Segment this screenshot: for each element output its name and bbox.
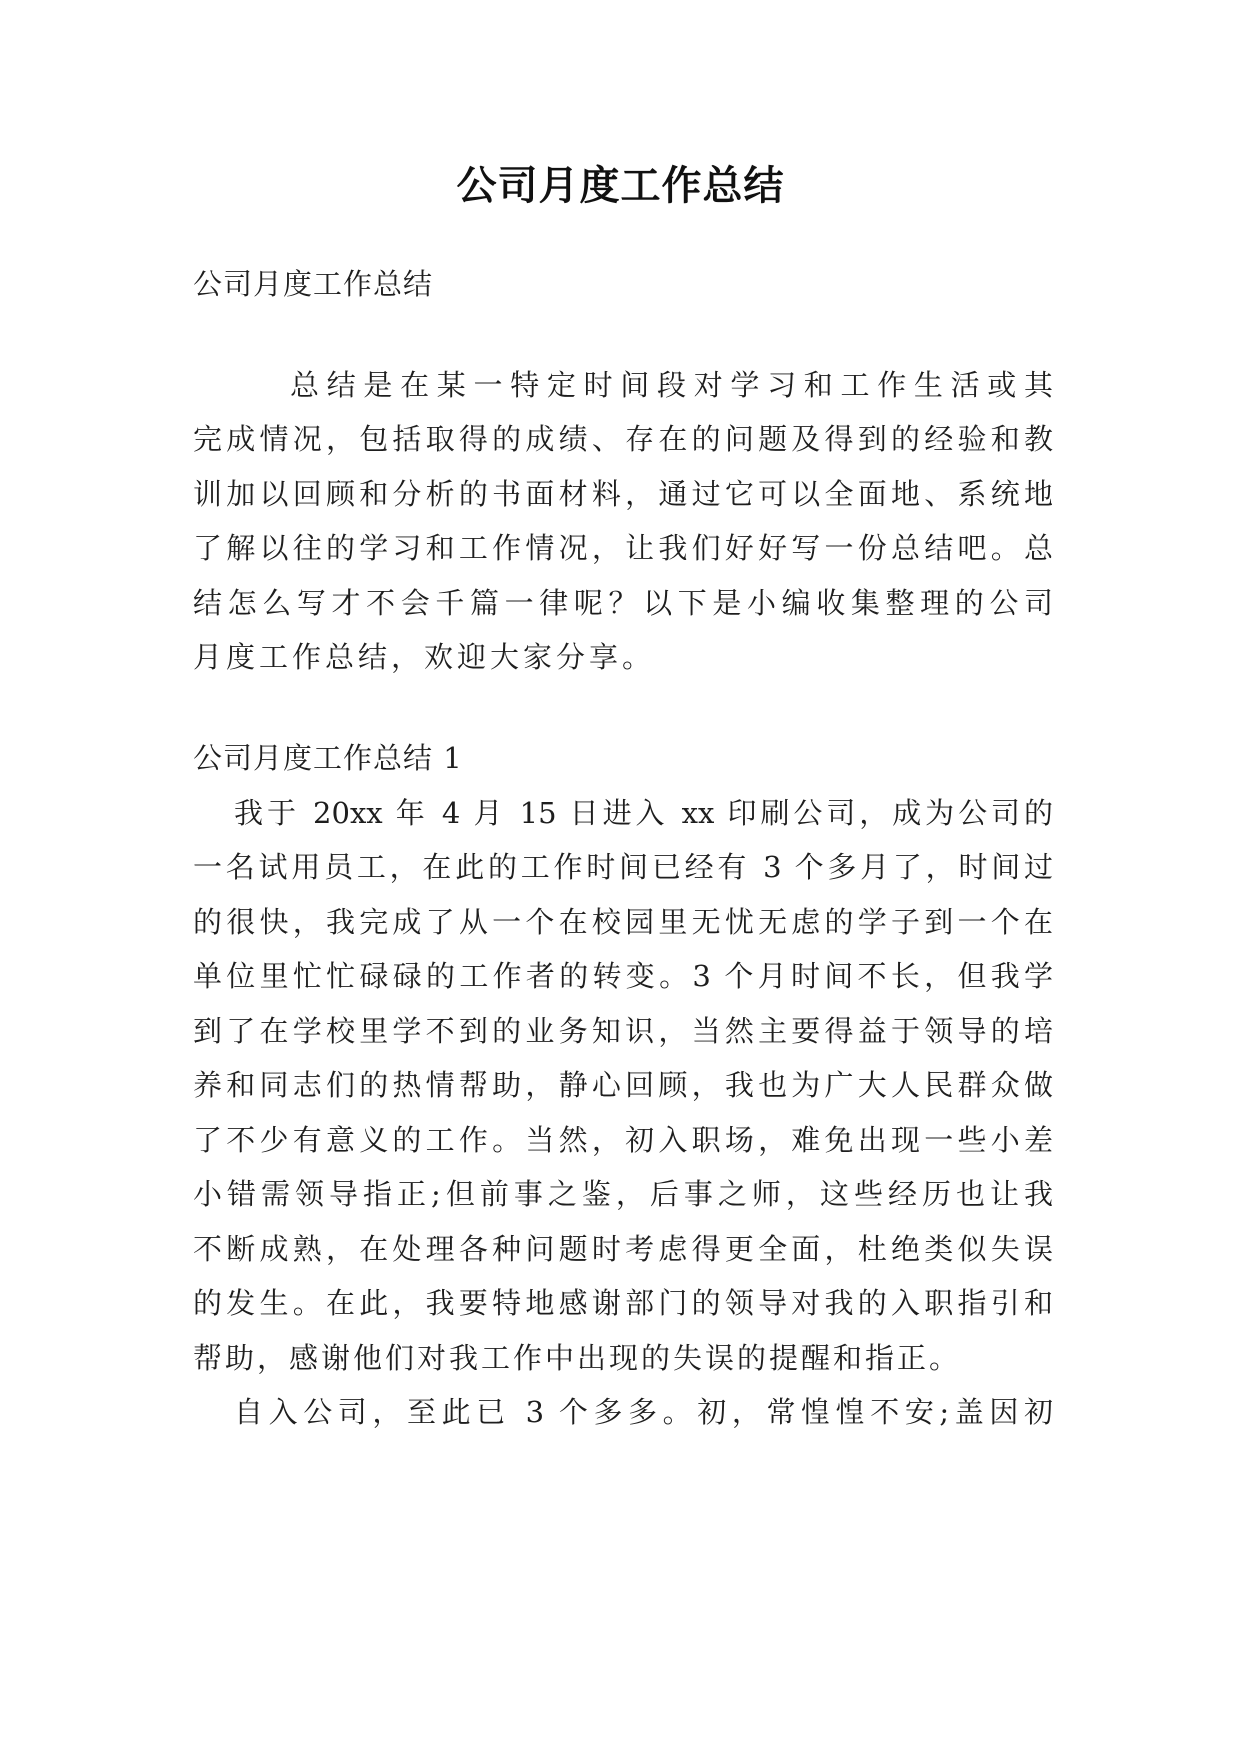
paragraph-line: 单位里忙忙碌碌的工作者的转变。3 个月时间不长，但我学: [193, 959, 1053, 993]
paragraph-line: 的很快，我完成了从一个在校园里无忧无虑的学子到一个在: [193, 905, 1053, 939]
paragraph-line: 小错需领导指正;但前事之鉴，后事之师，这些经历也让我: [193, 1177, 1053, 1211]
paragraph-line: 的发生。在此，我要特地感谢部门的领导对我的入职指引和: [193, 1286, 1053, 1320]
paragraph-line: 帮助，感谢他们对我工作中出现的失误的提醒和指正。: [193, 1341, 962, 1375]
paragraph-line: 我于 20xx 年 4 月 15 日进入 xx 印刷公司，成为公司的: [234, 796, 1053, 830]
intro-line: 了解以往的学习和工作情况，让我们好好写一份总结吧。总: [193, 531, 1053, 565]
document-subtitle: 公司月度工作总结: [193, 267, 434, 301]
paragraph-line: 不断成熟，在处理各种问题时考虑得更全面，杜绝类似失误: [193, 1232, 1053, 1266]
paragraph-line: 养和同志们的热情帮助，静心回顾，我也为广大人民群众做: [193, 1068, 1053, 1102]
intro-line: 月度工作总结，欢迎大家分享。: [193, 640, 656, 674]
paragraph-line: 了不少有意义的工作。当然，初入职场，难免出现一些小差: [193, 1123, 1053, 1157]
intro-line: 总结是在某一特定时间段对学习和工作生活或其: [290, 368, 1053, 402]
section-heading: 公司月度工作总结 1: [193, 741, 463, 775]
intro-line: 训加以回顾和分析的书面材料，通过它可以全面地、系统地: [193, 477, 1053, 511]
document-title: 公司月度工作总结: [456, 162, 785, 209]
intro-line: 完成情况，包括取得的成绩、存在的问题及得到的经验和教: [193, 422, 1053, 456]
paragraph-line: 一名试用员工，在此的工作时间已经有 3 个多月了，时间过: [193, 850, 1053, 884]
paragraph-line: 自入公司，至此已 3 个多多。初，常惶惶不安;盖因初: [234, 1395, 1053, 1429]
intro-line: 结怎么写才不会千篇一律呢？以下是小编收集整理的公司: [193, 586, 1053, 620]
paragraph-line: 到了在学校里学不到的业务知识，当然主要得益于领导的培: [193, 1014, 1053, 1048]
